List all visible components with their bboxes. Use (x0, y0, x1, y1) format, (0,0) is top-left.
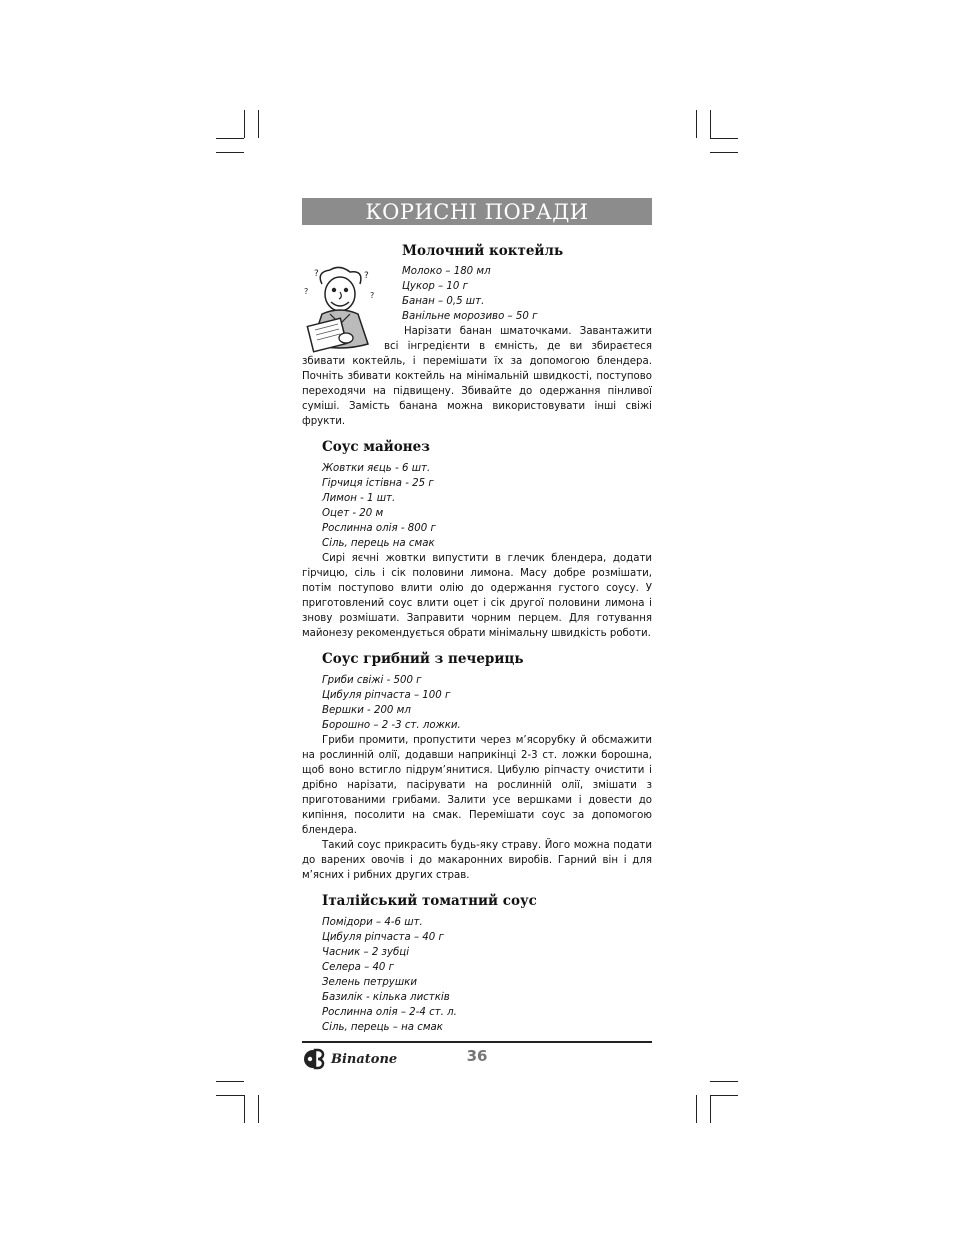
svg-text:?: ? (304, 287, 309, 296)
ingredient: Ванільне морозиво – 50 г (402, 311, 538, 322)
ingredient: Сіль, перець на смак (322, 538, 435, 549)
crop-mark (216, 138, 244, 139)
ingredient: Селера – 40 г (322, 962, 394, 973)
ingredient: Часник – 2 зубці (322, 947, 410, 958)
ingredient: Банан – 0,5 шт. (402, 296, 485, 307)
ingredient: Цибуля ріпчаста – 100 г (322, 690, 451, 701)
ingredient: Рослинна олія – 2-4 ст. л. (322, 1007, 457, 1018)
ingredient: Гірчиця істівна - 25 г (322, 478, 434, 489)
crop-mark (710, 110, 711, 138)
recipe-title: Соус майонез (322, 439, 430, 455)
svg-text:?: ? (364, 271, 369, 281)
crop-mark (696, 110, 697, 138)
ingredient: Вершки - 200 мл (322, 705, 411, 716)
ingredient: Помідори – 4-6 шт. (322, 917, 423, 928)
crop-mark (696, 1095, 697, 1123)
recipe-title: Соус грибний з печериць (322, 651, 524, 667)
recipe-title: Молочний коктейль (402, 243, 564, 259)
svg-text:?: ? (370, 291, 375, 300)
ingredient: Лимон - 1 шт. (322, 493, 396, 504)
recipe-instructions: Такий соус прикрасить будь-яку страву. Його можна подати до варених овочів і до макаронних виробів. Гарний він і для м’ясних і рибних других страв. (302, 840, 652, 881)
ingredient: Цибуля ріпчаста – 40 г (322, 932, 444, 943)
page-content (302, 198, 652, 1035)
ingredient: Оцет - 20 м (322, 508, 384, 519)
recipe-mayonnaise (302, 439, 652, 641)
crop-mark (216, 1081, 244, 1082)
chef-illustration-icon (300, 264, 380, 354)
brand-name: Binatone (331, 1051, 398, 1067)
crop-mark (244, 1095, 245, 1123)
recipe-italian-tomato-sauce (302, 893, 652, 1035)
ingredient: Молоко – 180 мл (402, 266, 491, 277)
ingredient: Гриби свіжі - 500 г (322, 675, 422, 686)
crop-mark (710, 138, 738, 139)
svg-text:?: ? (314, 269, 319, 279)
ingredient: Жовтки яєць - 6 шт. (322, 463, 431, 474)
page-title: КОРИСНІ ПОРАДИ (302, 198, 652, 225)
crop-mark (258, 1095, 259, 1123)
crop-mark (710, 1081, 738, 1082)
page-number: 36 (466, 1047, 488, 1065)
ingredient: Сіль, перець – на смак (322, 1022, 443, 1033)
ingredient: Рослинна олія - 800 г (322, 523, 436, 534)
recipe-instructions: Гриби промити, пропустити через м’ясорубку й обсмажити на рослинній олії, додавши наприкінці 2-3 ст. ложки борошна, щоб воно встигло підрум’янитися. Цибулю ріпчасту очистити і дрібно нарізати, пасірувати на рослинній олії, змішати з приготованими грибами. Залити усе вершками і довести до кипіння, посолити на смак. Перемішати соус за допомогою блендера. (302, 735, 652, 836)
crop-mark (710, 1095, 711, 1123)
ingredient: Цукор – 10 г (402, 281, 468, 292)
crop-mark (710, 152, 738, 153)
ingredient: Базилік - кілька листків (322, 992, 450, 1003)
ingredient: Зелень петрушки (322, 977, 417, 988)
ingredient: Борошно – 2 -3 ст. ложки. (322, 720, 461, 731)
crop-mark (216, 152, 244, 153)
recipe-instructions: Сирі яєчні жовтки випустити в глечик блендера, додати гірчицю, сіль і сік половини лимона. Масу добре розмішати, потім поступово влити олію до одержання густого соусу. У приготовлений соус влити оцет і сік другої половини лимона і знову розмішати. Заправити чорним перцем. Для готування майонезу рекомендується обрати мінімальну швидкість роботи. (302, 553, 652, 639)
crop-mark (710, 1095, 738, 1096)
recipe-mushroom-sauce (302, 651, 652, 883)
page-footer (302, 1041, 652, 1073)
recipe-title: Італійський томатний соус (322, 893, 537, 909)
crop-mark (216, 1095, 244, 1096)
crop-mark (244, 110, 245, 138)
recipe-instructions: Нарізати банан шматочками. Завантажити всі інгредієнти в ємність, де ви збираєтеся збивати коктейль, і перемішати їх за допомогою блендера. Почніть збивати коктейль на мінімальній швидкості, поступово переходячи на підвищену. Збивайте до одержання пінливої суміші. Замість банана можна використовувати інші свіжі фрукти. (302, 326, 652, 427)
recipe-milkshake (302, 243, 652, 429)
crop-mark (258, 110, 259, 138)
